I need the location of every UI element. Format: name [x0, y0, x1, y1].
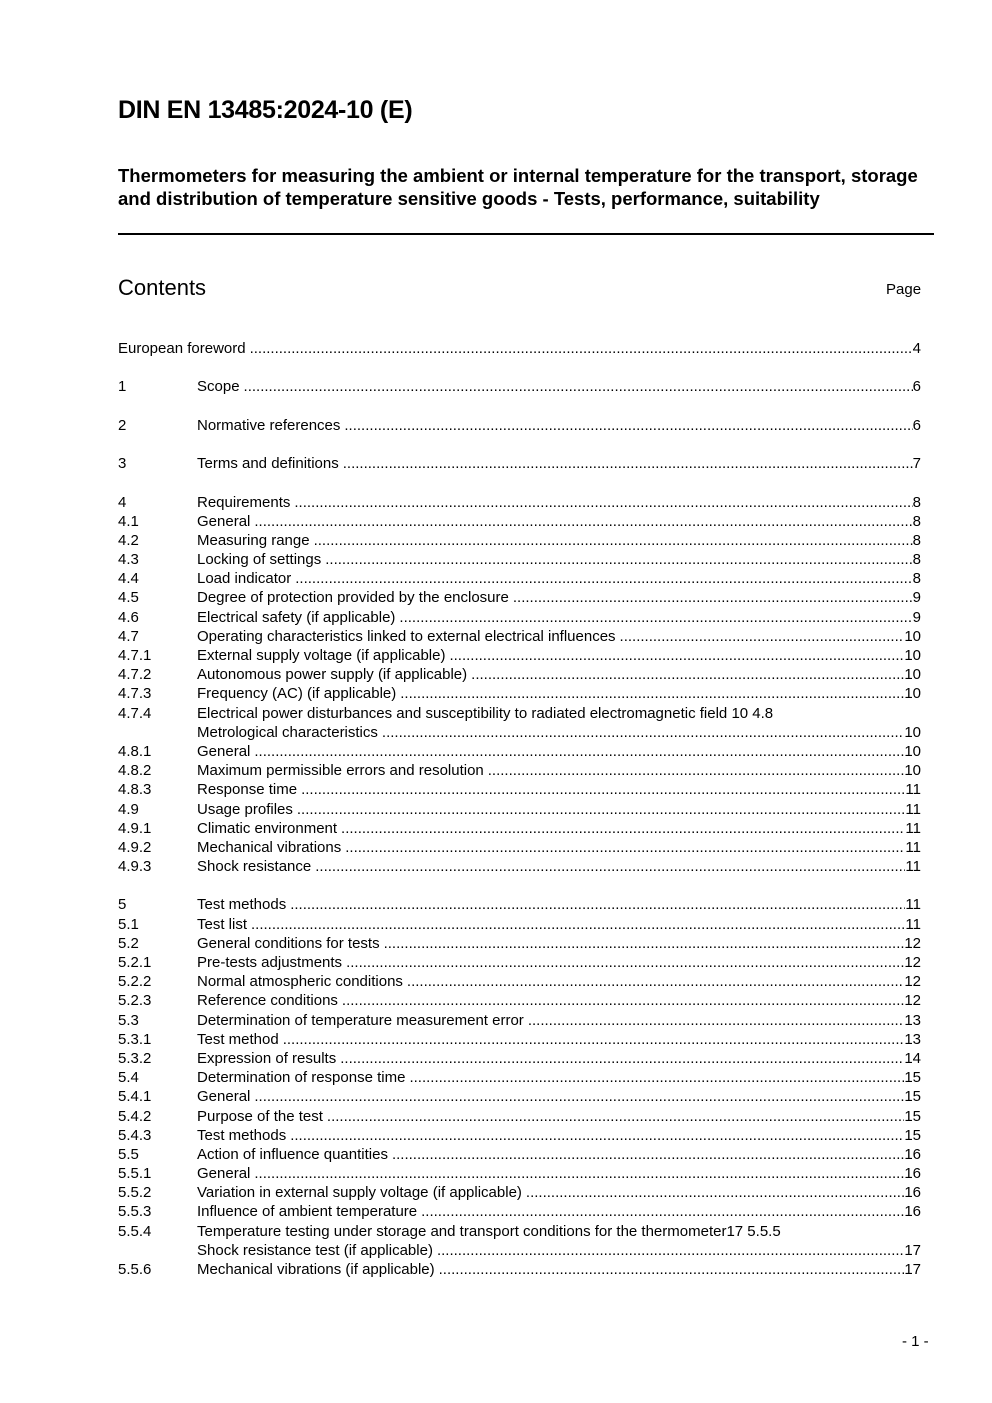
- toc-entry-title: Determination of response time: [197, 1069, 406, 1087]
- toc-dot-leader: [409, 1068, 904, 1087]
- toc-entry[interactable]: [118, 800, 921, 819]
- toc-entry-number: 5.3: [118, 1011, 139, 1029]
- toc-entry-number: 5.4.1: [118, 1088, 152, 1106]
- toc-entry[interactable]: [118, 531, 921, 550]
- toc-dot-leader: [471, 665, 904, 684]
- toc-entry[interactable]: [118, 780, 921, 799]
- toc-entry-number: 4.7.4: [118, 704, 152, 722]
- toc-entry-title: General: [197, 742, 251, 760]
- toc-entry-number: 4: [118, 493, 127, 511]
- toc-entry-page: 15: [904, 1069, 921, 1087]
- toc-entry-page: 15: [904, 1107, 921, 1125]
- toc-entry[interactable]: [118, 377, 921, 396]
- toc-entry[interactable]: [118, 569, 921, 588]
- toc-entry[interactable]: [118, 665, 921, 684]
- toc-entry[interactable]: [118, 1145, 921, 1164]
- toc-dot-leader: [449, 646, 904, 665]
- toc-dot-leader: [327, 1107, 904, 1126]
- toc-entry[interactable]: [118, 895, 921, 914]
- toc-entry-title: Influence of ambient temperature: [197, 1203, 418, 1221]
- toc-entry[interactable]: [118, 454, 921, 473]
- toc-entry-page: 11: [905, 800, 921, 818]
- toc-entry-page: 11: [905, 915, 921, 933]
- toc-entry-number: 4.6: [118, 608, 139, 626]
- toc-dot-leader: [528, 1011, 905, 1030]
- toc-entry[interactable]: [118, 512, 921, 531]
- toc-entry[interactable]: [118, 1164, 921, 1183]
- toc-dot-leader: [382, 723, 904, 742]
- toc-entry-title: Terms and definitions: [197, 455, 339, 473]
- toc-entry-page: 6: [912, 378, 921, 396]
- toc-entry-page: 16: [904, 1184, 921, 1202]
- toc-entry[interactable]: [118, 1087, 921, 1106]
- toc-entry-number: 4.3: [118, 551, 139, 569]
- toc-entry[interactable]: [118, 972, 921, 991]
- toc-entry-title: Pre-tests adjustments: [197, 954, 343, 971]
- toc-entry-number: 5.5.1: [118, 1165, 152, 1183]
- toc-entry[interactable]: [118, 838, 921, 857]
- toc-entry-title: Reference conditions: [197, 992, 338, 1010]
- title-divider: [118, 233, 934, 235]
- toc-entry-title: Requirements: [197, 493, 291, 511]
- toc-entry[interactable]: [118, 1222, 921, 1241]
- toc-dot-leader: [295, 569, 912, 588]
- toc-entry-title: Climatic environment: [197, 819, 338, 837]
- toc-entry[interactable]: [118, 588, 921, 607]
- toc-entry-title: Normal atmospheric conditions: [197, 973, 403, 991]
- document-id: DIN EN 13485:2024-10 (E): [118, 96, 413, 124]
- toc-entry-number: 4.8.1: [118, 742, 152, 760]
- toc-entry-page: 8: [912, 512, 921, 530]
- toc-entry-page: 16: [904, 1165, 921, 1183]
- toc-entry-title: Electrical safety (if applicable): [197, 608, 396, 626]
- toc-entry-number: 5.5: [118, 1145, 139, 1163]
- toc-entry-page: 9: [912, 589, 921, 607]
- toc-entry-number: 5.3.2: [118, 1049, 152, 1067]
- toc-entry[interactable]: [118, 723, 921, 742]
- toc-dot-leader: [407, 972, 904, 991]
- toc-entry-page: 14: [904, 1049, 921, 1067]
- toc-entry-number: 5.4: [118, 1069, 139, 1087]
- toc-dot-leader: [620, 627, 905, 646]
- toc-entry-title: Purpose of the test: [197, 1107, 323, 1125]
- toc-entry-page: 8: [912, 551, 921, 569]
- toc-entry-number: 4.4: [118, 570, 139, 588]
- toc-entry-page: 6: [912, 416, 921, 434]
- toc-entry-title: Response time: [197, 781, 298, 799]
- toc-dot-leader: [343, 454, 913, 473]
- toc-dot-leader: [392, 1145, 904, 1164]
- toc-entry[interactable]: [118, 608, 921, 627]
- toc-entry-number: 4.8.2: [118, 762, 152, 780]
- toc-entry-number: 4.7.3: [118, 685, 152, 703]
- toc-dot-leader: [283, 1030, 905, 1049]
- toc-entry[interactable]: [118, 953, 921, 972]
- toc-entry-page: 17: [904, 1241, 921, 1259]
- toc-entry-page: 8: [912, 570, 921, 588]
- toc-entry-page: 16: [904, 1145, 921, 1163]
- toc-dot-leader: [250, 339, 913, 358]
- toc-entry[interactable]: [118, 915, 921, 934]
- toc-dot-leader: [251, 915, 905, 934]
- toc-entry-number: 4.9.3: [118, 858, 152, 876]
- toc-entry-page: 12: [904, 954, 921, 971]
- toc-entry-title: Normative references: [197, 416, 341, 434]
- toc-entry-title: Test method: [197, 1030, 279, 1048]
- toc-entry-title: Shock resistance test (if applicable): [197, 1241, 433, 1259]
- toc-entry-title: Usage profiles: [197, 800, 293, 818]
- toc-entry-title: Operating characteristics linked to external electrical influences: [197, 627, 616, 645]
- toc-entry[interactable]: [118, 761, 921, 780]
- toc-entry-number: 5.5.2: [118, 1184, 152, 1202]
- toc-dot-leader: [384, 934, 905, 953]
- toc-entry-page: 15: [904, 1126, 921, 1144]
- toc-entry-page: 4: [912, 340, 921, 357]
- toc-entry-title: General: [197, 1165, 251, 1183]
- toc-entry-title: Measuring range: [197, 531, 310, 549]
- toc-entry-title: Metrological characteristics: [197, 723, 378, 741]
- toc-entry-number: 4.7.1: [118, 647, 152, 664]
- toc-entry-title: European foreword: [118, 340, 246, 357]
- toc-entry[interactable]: [118, 1011, 921, 1030]
- toc-dot-leader: [294, 493, 912, 512]
- toc-entry-number: 2: [118, 416, 127, 434]
- toc-entry-page: 11: [905, 819, 921, 837]
- toc-entry-number: 1: [118, 378, 127, 396]
- toc-dot-leader: [290, 1126, 904, 1145]
- toc-entry[interactable]: [118, 819, 921, 838]
- toc-entry[interactable]: [118, 1049, 921, 1068]
- toc-entry[interactable]: [118, 684, 921, 703]
- toc-entry-number: 3: [118, 455, 127, 473]
- toc-entry-title: Expression of results: [197, 1049, 337, 1067]
- toc-entry-page: 17: [904, 1261, 921, 1278]
- toc-dot-leader: [254, 1164, 904, 1183]
- toc-entry-page: 11: [905, 858, 921, 876]
- toc-entry-number: 5.1: [118, 915, 139, 933]
- toc-entry-number: 5.5.6: [118, 1261, 152, 1278]
- toc-dot-leader: [346, 953, 904, 972]
- toc-dot-leader: [254, 1087, 904, 1106]
- toc-dot-leader: [254, 512, 912, 531]
- toc-entry-page: 11: [905, 781, 921, 799]
- toc-entry-number: 5.2.3: [118, 992, 152, 1010]
- toc-entry-title: Test methods: [197, 1126, 287, 1144]
- toc-dot-leader: [325, 550, 912, 569]
- toc-entry-title: Mechanical vibrations: [197, 838, 342, 856]
- toc-entry-page: 10: [904, 685, 921, 703]
- toc-entry-title: Electrical power disturbances and susceptibility to radiated electromagnetic field 10 4.8: [197, 704, 774, 722]
- page-column-label: Page: [886, 281, 922, 298]
- toc-entry-title: Frequency (AC) (if applicable): [197, 685, 397, 703]
- contents-heading: Contents: [118, 275, 207, 300]
- toc-entry[interactable]: [118, 1030, 921, 1049]
- toc-entry-page: 9: [912, 608, 921, 626]
- toc-entry[interactable]: [118, 742, 921, 761]
- toc-entry-title: Maximum permissible errors and resolution: [197, 762, 484, 780]
- toc-entry-page: 10: [904, 742, 921, 760]
- toc-entry-number: 4.7: [118, 627, 139, 645]
- toc-entry-number: 4.2: [118, 531, 139, 549]
- toc-dot-leader: [290, 895, 905, 914]
- toc-dot-leader: [341, 819, 905, 838]
- toc-dot-leader: [315, 857, 905, 876]
- toc-dot-leader: [345, 838, 905, 857]
- toc-entry-title: Autonomous power supply (if applicable): [197, 666, 468, 684]
- toc-entry-number: 4.8.3: [118, 781, 152, 799]
- toc-entry-title: Test list: [197, 915, 248, 933]
- toc-dot-leader: [439, 1260, 905, 1279]
- toc-entry-page: 8: [912, 531, 921, 549]
- toc-dot-leader: [254, 742, 904, 761]
- toc-entry-title: Degree of protection provided by the enclosure: [197, 589, 509, 607]
- toc-entry[interactable]: [118, 416, 921, 435]
- toc-entry-page: 7: [912, 455, 921, 473]
- toc-entry-page: 11: [905, 896, 921, 914]
- toc-entry-number: 5.4.3: [118, 1126, 152, 1144]
- toc-entry-title: General conditions for tests: [197, 934, 380, 952]
- toc-dot-leader: [526, 1183, 904, 1202]
- toc-entry-number: 5.2.2: [118, 973, 152, 991]
- toc-dot-leader: [399, 608, 912, 627]
- toc-dot-leader: [314, 531, 913, 550]
- toc-entry[interactable]: [118, 550, 921, 569]
- document-title: Thermometers for measuring the ambient or internal temperature for the transport, storage and distribution of temperature sensitive goods - Tests, performance, suitability: [118, 165, 918, 209]
- toc-entry-page: 12: [904, 992, 921, 1010]
- toc-entry-page: 12: [904, 973, 921, 991]
- toc-entry-title: Variation in external supply voltage (if applicable): [197, 1184, 522, 1202]
- toc-entry-number: 4.5: [118, 589, 139, 607]
- toc-entry-page: 12: [904, 934, 921, 952]
- toc-entry-title: General: [197, 1088, 251, 1106]
- toc-entry-page: 11: [905, 838, 921, 856]
- toc-entry-title: Temperature testing under storage and transport conditions for the thermometer17 5.5.5: [197, 1222, 781, 1240]
- toc-entry-title: Load indicator: [197, 570, 292, 588]
- toc-entry-title: Test methods: [197, 896, 287, 914]
- toc-entry-page: 8: [912, 493, 921, 511]
- toc-entry-page: 10: [904, 627, 921, 645]
- toc-entry-page: 10: [904, 666, 921, 684]
- toc-entry-number: 5.5.3: [118, 1203, 152, 1221]
- toc-entry[interactable]: [118, 704, 921, 723]
- toc-entry[interactable]: [118, 1107, 921, 1126]
- toc-entry[interactable]: [118, 1241, 921, 1260]
- toc-entry-number: 5.3.1: [118, 1030, 152, 1048]
- toc-entry-number: 4.9.2: [118, 838, 152, 856]
- toc-entry-number: 4.9.1: [118, 819, 152, 837]
- toc-entry-number: 5: [118, 896, 127, 914]
- toc-entry-page: 10: [904, 723, 921, 741]
- toc-entry-number: 5.2: [118, 934, 139, 952]
- toc-entry-title: General: [197, 512, 251, 530]
- toc-entry[interactable]: [118, 991, 921, 1010]
- toc-dot-leader: [513, 588, 913, 607]
- toc-entry-page: 10: [904, 762, 921, 780]
- toc-dot-leader: [421, 1202, 904, 1221]
- toc-entry[interactable]: [118, 1260, 921, 1279]
- toc-dot-leader: [344, 416, 912, 435]
- toc-entry-title: Scope: [197, 378, 240, 396]
- toc-entry[interactable]: [118, 646, 921, 665]
- toc-dot-leader: [400, 684, 904, 703]
- toc-entry-number: 5.2.1: [118, 954, 152, 971]
- table-of-contents: [118, 339, 921, 1279]
- toc-entry-page: 13: [904, 1030, 921, 1048]
- toc-entry-title: Determination of temperature measurement error: [197, 1011, 524, 1029]
- toc-entry[interactable]: [118, 339, 921, 358]
- toc-dot-leader: [488, 761, 905, 780]
- toc-entry-title: Shock resistance: [197, 858, 312, 876]
- toc-entry-title: Locking of settings: [197, 551, 322, 569]
- toc-entry[interactable]: [118, 934, 921, 953]
- toc-dot-leader: [340, 1049, 904, 1068]
- toc-entry-title: Mechanical vibrations (if applicable): [197, 1261, 435, 1278]
- toc-dot-leader: [297, 800, 906, 819]
- toc-dot-leader: [342, 991, 904, 1010]
- toc-entry[interactable]: [118, 627, 921, 646]
- toc-entry-page: 16: [904, 1203, 921, 1221]
- toc-entry-page: 13: [904, 1011, 921, 1029]
- toc-entry-page: 10: [904, 647, 921, 664]
- toc-entry-title: Action of influence quantities: [197, 1145, 388, 1163]
- page-number: - 1 -: [902, 1333, 929, 1350]
- toc-dot-leader: [437, 1241, 904, 1260]
- toc-entry[interactable]: [118, 1183, 921, 1202]
- toc-entry[interactable]: [118, 1126, 921, 1145]
- toc-entry-number: 4.1: [118, 512, 139, 530]
- toc-entry[interactable]: [118, 857, 921, 876]
- toc-entry-page: 15: [904, 1088, 921, 1106]
- toc-entry-number: 5.5.4: [118, 1222, 152, 1240]
- toc-dot-leader: [301, 780, 905, 799]
- toc-entry-number: 4.9: [118, 800, 139, 818]
- toc-entry[interactable]: [118, 493, 921, 512]
- toc-entry[interactable]: [118, 1202, 921, 1221]
- toc-entry-number: 5.4.2: [118, 1107, 152, 1125]
- toc-dot-leader: [244, 377, 913, 396]
- toc-entry-number: 4.7.2: [118, 666, 152, 684]
- toc-entry-title: External supply voltage (if applicable): [197, 647, 446, 664]
- toc-entry[interactable]: [118, 1068, 921, 1087]
